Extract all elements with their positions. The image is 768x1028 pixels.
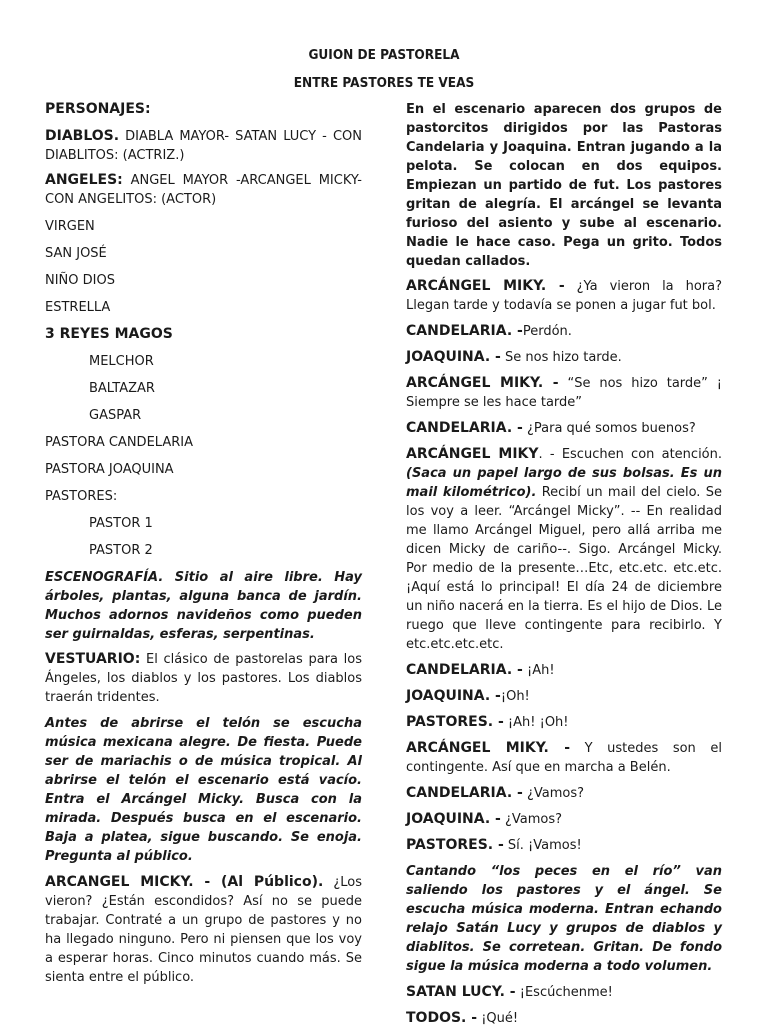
dialogue-text: . - Escuchen con atención. bbox=[538, 447, 723, 462]
character-virgen: VIRGEN bbox=[45, 219, 95, 234]
dialogue-micky-1 bbox=[45, 873, 362, 987]
character-pastora-candelaria: PASTORA CANDELARIA bbox=[45, 435, 193, 450]
reyes-heading: 3 REYES MAGOS bbox=[45, 326, 173, 342]
dialogue-line bbox=[406, 836, 722, 855]
angeles-label: ANGELES: bbox=[45, 172, 123, 188]
dialogue-line bbox=[406, 1009, 722, 1028]
dialogue-line bbox=[406, 277, 722, 315]
speaker-label: TODOS. - bbox=[406, 1010, 478, 1026]
dialogue-line bbox=[406, 687, 722, 706]
character-pastor-1: PASTOR 1 bbox=[89, 516, 153, 531]
speaker-label: JOAQUINA. - bbox=[406, 688, 501, 704]
dialogue-line bbox=[406, 419, 722, 438]
speaker-label: ARCÁNGEL MIKY bbox=[406, 446, 539, 462]
dialogue-text: ¿Ya vieron la hora? Llegan tarde y todavía se ponen a jugar fut bol. bbox=[406, 279, 722, 313]
dialogue-line bbox=[406, 713, 722, 732]
vestuario-text: El clásico de pastorelas para los Ángeles, los diablos y los pastores. Los diablos traerán tridentes. bbox=[45, 652, 362, 705]
angeles-entry bbox=[45, 171, 362, 209]
dialogue-line bbox=[406, 983, 722, 1002]
speaker-label: CANDELARIA. - bbox=[406, 785, 523, 801]
speaker-label: ARCÁNGEL MIKY. - bbox=[406, 740, 571, 756]
speaker-label: ARCANGEL MICKY. - (Al Público). bbox=[45, 874, 324, 890]
speaker-label: JOAQUINA. - bbox=[406, 349, 501, 365]
speaker-label: CANDELARIA. - bbox=[406, 420, 523, 436]
dialogue-text: ¡Ah! bbox=[522, 663, 555, 678]
dialogue-text: ¡Qué! bbox=[477, 1011, 519, 1026]
escenografia-paragraph: ESCENOGRAFÍA. Sitio al aire libre. Hay árboles, plantas, alguna banca de jardín. Muchos adornos navideños como pueden ser guirnaldas, esferas, serpentinas. bbox=[45, 570, 362, 642]
character-pastores: PASTORES: bbox=[45, 489, 118, 504]
dialogue-line bbox=[406, 661, 722, 680]
dialogue-text: ¡Ah! ¡Oh! bbox=[503, 715, 569, 730]
dialogue-text: “Se nos hizo tarde” ¡ Siempre se les hace tarde” bbox=[406, 376, 722, 410]
dialogue-text: ¿Vamos? bbox=[500, 812, 563, 827]
dialogue-text: Se nos hizo tarde. bbox=[500, 350, 622, 365]
character-melchor: MELCHOR bbox=[89, 354, 154, 369]
character-gaspar: GASPAR bbox=[89, 408, 142, 423]
speaker-label: ARCÁNGEL MIKY. - bbox=[406, 375, 559, 391]
document-title: GUION DE PASTORELA bbox=[308, 47, 460, 63]
speaker-label: CANDELARIA. - bbox=[406, 323, 523, 339]
dialogue-text: ¡Escúchenme! bbox=[515, 985, 613, 1000]
character-pastora-joaquina: PASTORA JOAQUINA bbox=[45, 462, 174, 477]
character-san-jose: SAN JOSÉ bbox=[45, 246, 107, 261]
dialogue-text: ¿Vamos? bbox=[522, 786, 585, 801]
dialogue-text: Recibí un mail del cielo. Se los voy a leer. “Arcángel Micky”. -- En realidad me llamo Arcángel Miguel, pero allá arriba me dicen Micky de cariño--. Sigo. Arcángel Micky. Por medio de la presente…Etc, etc.etc. etc.etc. ¡Aquí está lo principal! El día 24 de diciembre un niño nacerá en la tierra. Es el hijo de Dios. Le ruego que lleve contingente para recibirlo. Y etc.etc.etc.etc. bbox=[406, 485, 722, 652]
character-baltazar: BALTAZAR bbox=[89, 381, 155, 396]
stage-direction-inline: (Saca un papel largo de sus bolsas. Es un mail kilométrico). bbox=[406, 466, 722, 500]
diablos-text: DIABLA MAYOR- SATAN LUCY - CON DIABLITOS: (ACTRIZ.) bbox=[45, 129, 362, 163]
diablos-entry bbox=[45, 127, 362, 165]
speaker-label: PASTORES. - bbox=[406, 837, 504, 853]
character-pastor-2: PASTOR 2 bbox=[89, 543, 153, 558]
dialogue-text: Perdón. bbox=[522, 324, 572, 339]
stage-direction-1: Antes de abrirse el telón se escucha música mexicana alegre. De fiesta. Puede ser de mariachis o de música tropical. Al abrirse el telón el escenario está vacío. Entra el Arcángel Micky. Busca con la mirada. Después busca en el escenario. Baja a platea, sigue buscando. Se enoja. Pregunta al público. bbox=[45, 716, 362, 864]
speaker-label: SATAN LUCY. - bbox=[406, 984, 516, 1000]
character-nino-dios: NIÑO DIOS bbox=[45, 273, 115, 288]
stage-direction-3: Cantando “los peces en el río” van saliendo los pastores y el ángel. Se escucha música moderna. Entran echando relajo Satán Lucy y grupos de diablos y diablitos. Se corretean. Gritan. De fondo sigue la música moderna a todo volumen. bbox=[406, 864, 722, 974]
vestuario-paragraph bbox=[45, 650, 362, 707]
vestuario-label: VESTUARIO: bbox=[45, 651, 141, 667]
speaker-label: CANDELARIA. - bbox=[406, 662, 523, 678]
speaker-label: JOAQUINA. - bbox=[406, 811, 501, 827]
speaker-label: ARCÁNGEL MIKY. - bbox=[406, 278, 565, 294]
dialogue-line bbox=[406, 445, 722, 654]
right-column bbox=[406, 100, 722, 1028]
dialogue-line bbox=[406, 739, 722, 777]
dialogue-text: ¡Oh! bbox=[500, 689, 530, 704]
stage-direction-2: En el escenario aparecen dos grupos de pastorcitos dirigidos por las Pastoras Candelaria y Joaquina. Entran jugando a la pelota. Se colocan en dos equipos. Empiezan un partido de fut. Los pastores gritan de alegría. El arcángel se levanta furioso del asiento y sube al escenario. Nadie le hace caso. Pega un grito. Todos quedan callados. bbox=[406, 102, 722, 269]
document-subtitle: ENTRE PASTORES TE VEAS bbox=[293, 75, 475, 91]
dialogue-text: Y ustedes son el contingente. Así que en marcha a Belén. bbox=[406, 741, 722, 775]
dialogue-line bbox=[406, 374, 722, 412]
dialogue-text: ¿Los vieron? ¿Están escondidos? Así no se puede trabajar. Contraté a un grupo de pastores y no ha llegado ninguno. Pero ni piensen que los voy a esperar horas. Cinco minutos cuando más. Se sienta entre el público. bbox=[45, 875, 363, 985]
dialogue-text: ¿Para qué somos buenos? bbox=[522, 421, 696, 436]
speaker-label: PASTORES. - bbox=[406, 714, 504, 730]
dialogue-line bbox=[406, 348, 722, 367]
left-column bbox=[45, 100, 362, 987]
dialogue-line bbox=[406, 810, 722, 829]
personajes-heading: PERSONAJES: bbox=[45, 101, 151, 117]
angeles-text: ANGEL MAYOR -ARCANGEL MICKY- CON ANGELITOS: (ACTOR) bbox=[45, 173, 362, 207]
character-estrella: ESTRELLA bbox=[45, 300, 111, 315]
dialogue-line bbox=[406, 322, 722, 341]
diablos-label: DIABLOS. bbox=[45, 128, 120, 144]
dialogue-text: Sí. ¡Vamos! bbox=[503, 838, 582, 853]
dialogue-line bbox=[406, 784, 722, 803]
